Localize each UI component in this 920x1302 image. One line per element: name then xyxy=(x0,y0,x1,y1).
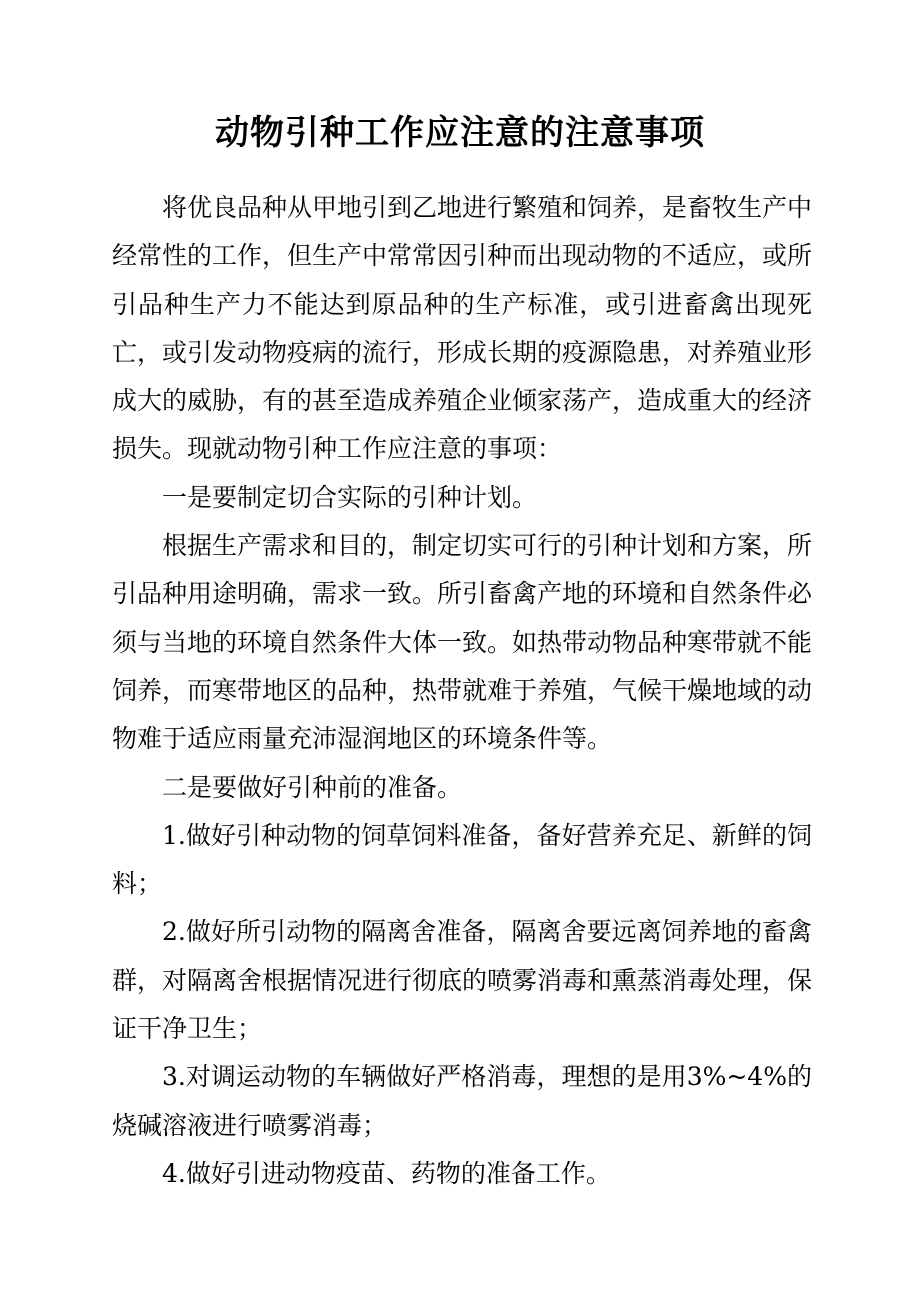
paragraph-intro: 将优良品种从甲地引到乙地进行繁殖和饲养，是畜牧生产中经常性的工作，但生产中常常因引种而出现动物的不适应，或所引品种生产力不能达到原品种的生产标准，或引进畜禽出现死亡，或引发动物疫病的流行，形成长期的疫源隐患，对养殖业形成大的威胁，有的甚至造成养殖企业倾家荡产，造成重大的经济损失。现就动物引种工作应注意的事项： xyxy=(112,193,813,464)
list-item-3: 3.对调运动物的车辆做好严格消毒，理想的是用3%~4%的烧碱溶液进行喷雾消毒； xyxy=(112,1062,812,1140)
paragraph-point-one-heading: 一是要制定切合实际的引种计划。 xyxy=(162,482,538,512)
document-body xyxy=(112,184,812,1198)
list-item-1: 1.做好引种动物的饲草饲料准备，备好营养充足、新鲜的饲料； xyxy=(112,820,812,899)
list-item-4: 4.做好引进动物疫苗、药物的准备工作。 xyxy=(162,1158,611,1188)
paragraph-point-one-body: 根据生产需求和目的，制定切实可行的引种计划和方案，所引品种用途明确，需求一致。所引畜禽产地的环境和自然条件必须与当地的环境自然条件大体一致。如热带动物品种寒带就不能饲养，而寒带地区的品种，热带就难于养殖，气候干燥地域的动物难于适应雨量充沛湿润地区的环境条件等。 xyxy=(112,531,813,754)
document-title: 动物引种工作应注意的注意事项 xyxy=(215,113,705,153)
paragraph-point-two-heading: 二是要做好引种前的准备。 xyxy=(162,772,463,802)
list-item-2: 2.做好所引动物的隔离舍准备，隔离舍要远离饲养地的畜禽群，对隔离舍根据情况进行彻底的喷雾消毒和熏蒸消毒处理，保证干净卫生； xyxy=(112,917,813,1044)
